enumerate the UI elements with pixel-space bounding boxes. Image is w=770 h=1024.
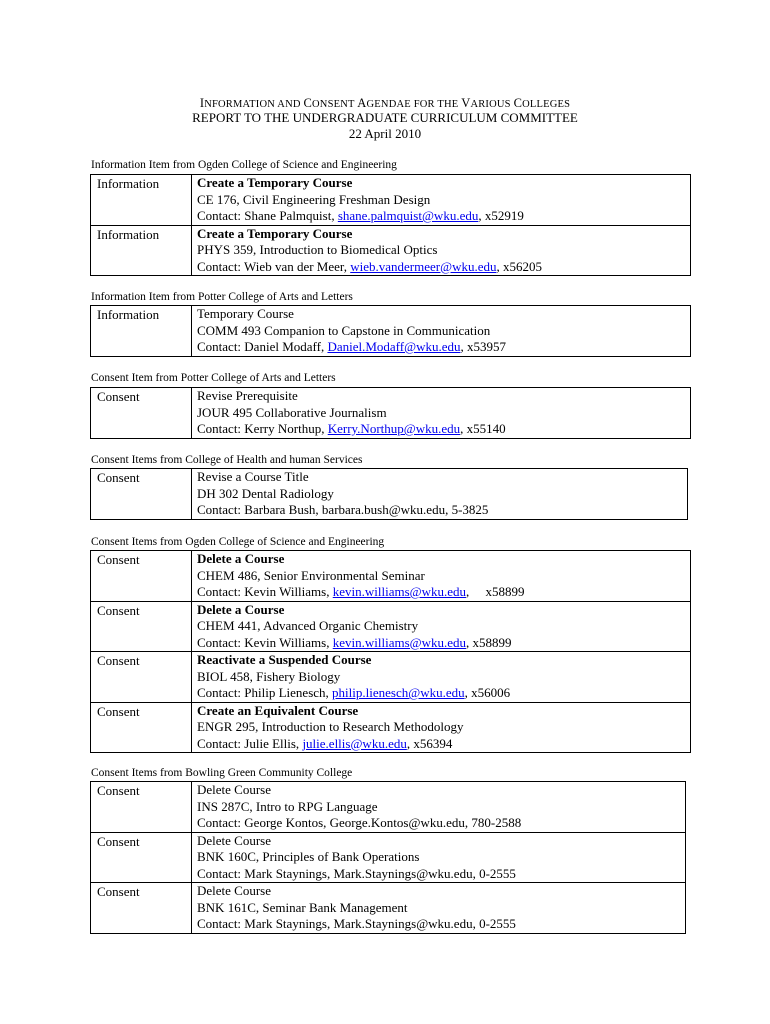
section-title: Consent Items from Ogden College of Science and Engineering: [91, 536, 385, 548]
item-action: Revise Prerequisite: [197, 388, 298, 403]
item-course: CHEM 486, Senior Environmental Seminar: [197, 567, 425, 583]
item-contact: [197, 208, 690, 225]
item-action: Create a Temporary Course: [197, 225, 353, 241]
item-contact: [197, 736, 690, 753]
contact-name: Contact: Barbara Bush,: [197, 502, 322, 517]
table-row: [91, 469, 688, 520]
contact-extension: , x58899: [466, 584, 525, 599]
item-contact: [197, 685, 690, 702]
item-course: JOUR 495 Collaborative Journalism: [197, 404, 387, 420]
item-course: CHEM 441, Advanced Organic Chemistry: [197, 618, 419, 633]
contact-extension: , x56394: [406, 735, 453, 751]
item-action: Create a Temporary Course: [197, 175, 353, 190]
section-title: Information Item from Ogden College of Science and Engineering: [91, 159, 397, 171]
contact-extension: , 780-2588: [464, 815, 522, 830]
table-row: [91, 601, 691, 652]
item-action: Delete a Course: [197, 601, 285, 617]
contact-extension: , x56205: [496, 258, 542, 274]
contact-name: Contact: Mark Staynings,: [197, 865, 334, 881]
item-action: Delete Course: [197, 782, 272, 797]
section-title: Consent Items from College of Health and human Services: [91, 454, 363, 466]
document-title-line2: REPORT TO THE UNDERGRADUATE CURRICULUM COMMITTEE: [192, 110, 578, 125]
item-type: Consent: [91, 832, 192, 883]
item-action: Revise a Course Title: [197, 469, 309, 484]
table-row: [91, 388, 691, 439]
email-link[interactable]: julie.ellis@wku.edu: [302, 735, 407, 751]
item-type: Consent: [91, 702, 192, 753]
item-type: Information: [91, 225, 192, 276]
item-course: BNK 160C, Principles of Bank Operations: [197, 849, 420, 864]
contact-extension: , x53957: [460, 339, 506, 354]
document-date: 22 April 2010: [348, 126, 422, 141]
table-row: [91, 175, 691, 226]
contact-extension: , 0-2555: [472, 916, 516, 931]
agenda-table: [90, 468, 688, 520]
item-contact: [197, 421, 690, 438]
item-contact: [197, 502, 687, 519]
item-course: INS 287C, Intro to RPG Language: [197, 798, 378, 814]
agenda-table: [90, 550, 691, 753]
agenda-table: [90, 781, 686, 934]
item-type: Consent: [91, 601, 192, 652]
item-action: Delete Course: [197, 832, 272, 848]
item-type: Consent: [91, 652, 192, 703]
table-row: [91, 883, 686, 934]
item-action: Delete a Course: [197, 551, 285, 566]
item-detail: [192, 883, 686, 934]
contact-name: Contact: Kerry Northup,: [197, 421, 328, 436]
agenda-table: [90, 387, 691, 439]
item-detail: [192, 832, 686, 883]
item-course: PHYS 359, Introduction to Biomedical Optics: [197, 242, 438, 257]
item-detail: [192, 782, 686, 833]
item-contact: [197, 259, 690, 276]
item-course: CE 176, Civil Engineering Freshman Design: [197, 191, 431, 207]
contact-extension: , x58899: [466, 634, 512, 650]
email-text: George.Kontos@wku.edu: [329, 815, 465, 830]
item-course: ENGR 295, Introduction to Research Methodology: [197, 719, 464, 734]
contact-extension: , x52919: [478, 208, 524, 223]
item-detail: [192, 388, 691, 439]
item-action: Reactivate a Suspended Course: [197, 652, 372, 667]
item-action: Create an Equivalent Course: [197, 702, 359, 718]
table-row: [91, 652, 691, 703]
contact-name: Contact: Shane Palmquist,: [197, 208, 338, 223]
email-text: Mark.Staynings@wku.edu: [333, 916, 473, 931]
item-type: Information: [91, 306, 192, 357]
item-detail: [192, 652, 691, 703]
item-contact: [197, 815, 685, 832]
table-row: [91, 832, 686, 883]
item-detail: [192, 175, 691, 226]
contact-name: Contact: Julie Ellis,: [197, 735, 303, 751]
contact-name: Contact: Wieb van der Meer,: [197, 258, 351, 274]
item-contact: [197, 339, 690, 356]
email-link[interactable]: kevin.williams@wku.edu: [332, 584, 467, 599]
contact-name: Contact: Mark Staynings,: [197, 916, 334, 931]
item-action: Temporary Course: [197, 306, 294, 321]
contact-extension: , 0-2555: [472, 865, 516, 881]
item-type: Consent: [91, 388, 192, 439]
agenda-table: [90, 174, 691, 276]
item-course: DH 302 Dental Radiology: [197, 485, 334, 501]
item-course: BNK 161C, Seminar Bank Management: [197, 899, 408, 915]
item-detail: [192, 225, 691, 276]
section-title: Information Item from Potter College of Arts and Letters: [91, 291, 353, 303]
email-link[interactable]: philip.lienesch@wku.edu: [332, 685, 465, 700]
item-contact: [197, 916, 685, 933]
item-detail: [192, 306, 691, 357]
item-course: BIOL 458, Fishery Biology: [197, 668, 341, 684]
email-link[interactable]: Kerry.Northup@wku.edu: [327, 421, 461, 436]
email-text: barbara.bush@wku.edu: [321, 502, 446, 517]
table-row: [91, 782, 686, 833]
email-link[interactable]: wieb.vandermeer@wku.edu: [350, 258, 497, 274]
email-link[interactable]: shane.palmquist@wku.edu: [337, 208, 479, 223]
contact-name: Contact: Daniel Modaff,: [197, 339, 328, 354]
item-type: Consent: [91, 551, 192, 602]
table-row: [91, 702, 691, 753]
item-contact: [197, 866, 685, 883]
item-detail: [192, 601, 691, 652]
table-row: [91, 306, 691, 357]
contact-extension: , 5-3825: [445, 502, 489, 517]
item-action: Delete Course: [197, 883, 272, 898]
email-text: Mark.Staynings@wku.edu: [333, 865, 473, 881]
contact-name: Contact: Philip Lienesch,: [197, 685, 333, 700]
section-title: Consent Items from Bowling Green Community College: [91, 767, 353, 779]
item-detail: [192, 469, 688, 520]
contact-name: Contact: Kevin Williams,: [197, 634, 333, 650]
item-detail: [192, 702, 691, 753]
email-link[interactable]: Daniel.Modaff@wku.edu: [327, 339, 461, 354]
contact-extension: , x56006: [464, 685, 511, 700]
item-type: Consent: [91, 782, 192, 833]
item-course: COMM 493 Companion to Capstone in Communication: [197, 322, 491, 338]
contact-name: Contact: Kevin Williams,: [197, 584, 333, 599]
item-contact: [197, 635, 690, 652]
item-detail: [192, 551, 691, 602]
document-title-line1: INFORMATION AND CONSENT AGENDAE FOR THE VARIOUS COLLEGES: [199, 96, 571, 110]
agenda-table: [90, 305, 691, 357]
item-type: Consent: [91, 883, 192, 934]
section-title: Consent Item from Potter College of Arts and Letters: [91, 372, 336, 384]
table-row: [91, 551, 691, 602]
item-type: Information: [91, 175, 192, 226]
email-link[interactable]: kevin.williams@wku.edu: [332, 634, 467, 650]
table-row: [91, 225, 691, 276]
item-type: Consent: [91, 469, 192, 520]
contact-name: Contact: George Kontos,: [197, 815, 330, 830]
item-contact: [197, 584, 690, 601]
contact-extension: , x55140: [460, 421, 506, 436]
